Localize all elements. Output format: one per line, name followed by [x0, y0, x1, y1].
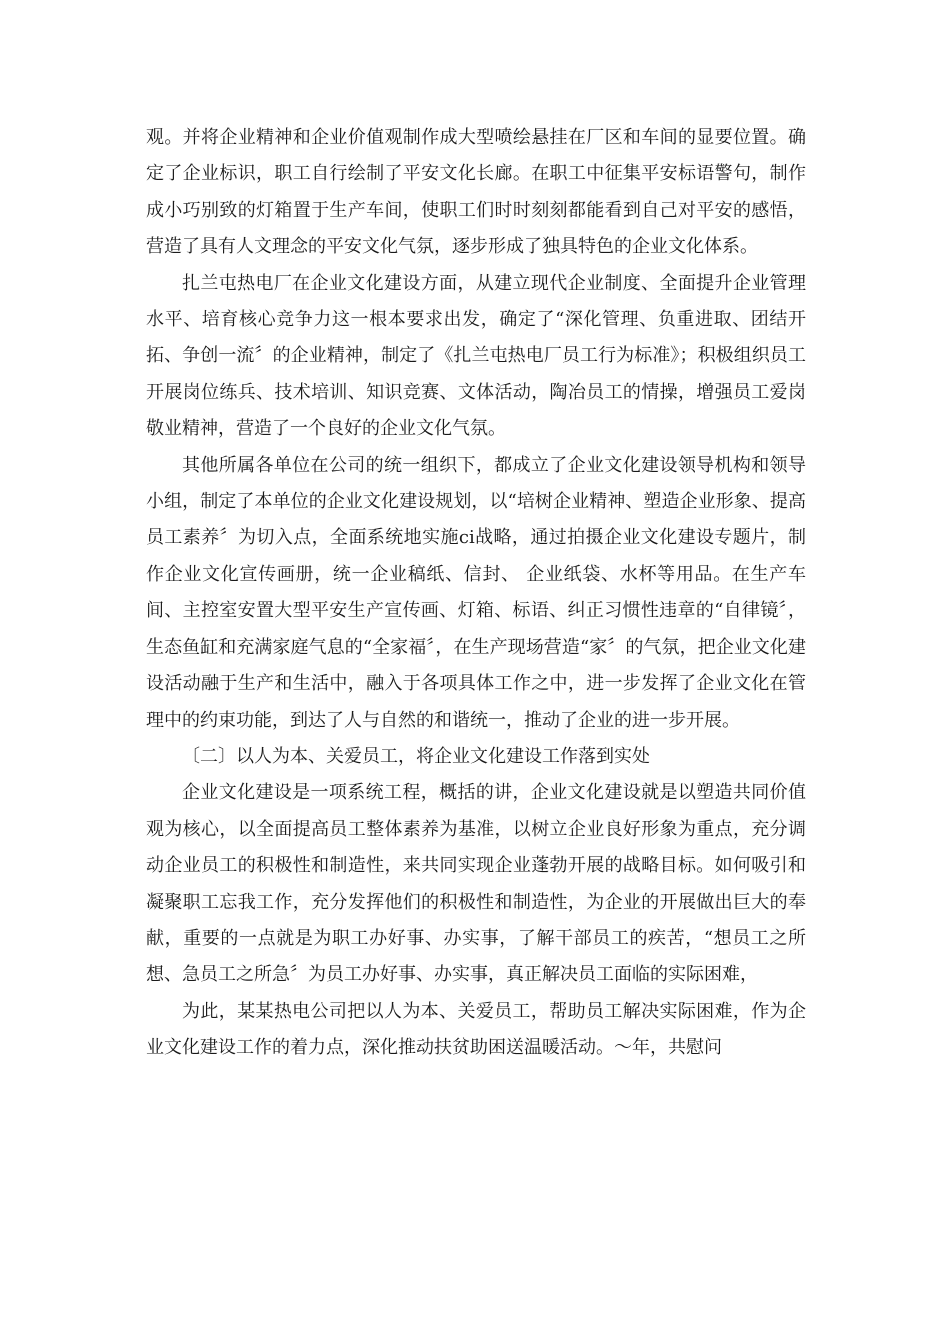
- paragraph-5: 企业文化建设是一项系统工程，概括的讲，企业文化建设就是以塑造共同价值观为核心，以全面提高员工整体素养为基准，以树立企业良好形象为重点，充分调动企业员工的积极性和制造性，来共同实现企业蓬勃开展的战略目标。如何吸引和凝聚职工忘我工作，充分发挥他们的积极性和制造性，为企业的开展做出巨大的奉献，重要的一点就是为职工办好事、办实事，了解干部员工的疾苦，“想员工之所想、急员工之所急〞为员工办好事、办实事，真正解决员工面临的实际困难，: [146, 782, 806, 986]
- paragraph-1: 观。并将企业精神和企业价值观制作成大型喷绘悬挂在厂区和车间的显要位置。确定了企业标识，职工自行绘制了平安文化长廊。在职工中征集平安标语警句，制作成小巧别致的灯箱置于生产车间，使职工们时时刻刻都能看到自己对平安的感悟，营造了具有人文理念的平安文化气氛，逐步形成了独具特色的企业文化体系。: [146, 127, 806, 258]
- paragraph-6: 为此，某某热电公司把以人为本、关爱员工，帮助员工解决实际困难，作为企业文化建设工作的着力点，深化推动扶贫助困送温暖活动。～年，共慰问: [146, 1000, 806, 1059]
- document-body: [146, 120, 806, 1067]
- paragraph-3: 其他所属各单位在公司的统一组织下，都成立了企业文化建设领导机构和领导小组，制定了本单位的企业文化建设规划，以“培树企业精神、塑造企业形象、提高员工素养〞为切入点，全面系统地实施ci战略，通过拍摄企业文化建设专题片，制作企业文化宣传画册，统一企业稿纸、信封、 企业纸袋、水杯等用品。在生产车间、主控室安置大型平安生产宣传画、灯箱、标语、纠正习惯性违章的“自律镜〞，生态鱼缸和充满家庭气息的“全家福〞，在生产现场营造“家〞的气氛，把企业文化建设活动融于生产和生活中，融入于各项具体工作之中，进一步发挥了企业文化在管理中的约束功能，到达了人与自然的和谐统一，推动了企业的进一步开展。: [146, 454, 806, 731]
- paragraph-2: 扎兰屯热电厂在企业文化建设方面，从建立现代企业制度、全面提升企业管理水平、培育核心竞争力这一根本要求出发，确定了“深化管理、负重进取、团结开拓、争创一流〞的企业精神，制定了《扎兰屯热电厂员工行为标准》；积极组织员工开展岗位练兵、技术培训、知识竞赛、文体活动，陶冶员工的情操，增强员工爱岗敬业精神，营造了一个良好的企业文化气氛。: [146, 272, 806, 440]
- section-heading: 〔二〕以人为本、关爱员工，将企业文化建设工作落到实处: [182, 745, 650, 767]
